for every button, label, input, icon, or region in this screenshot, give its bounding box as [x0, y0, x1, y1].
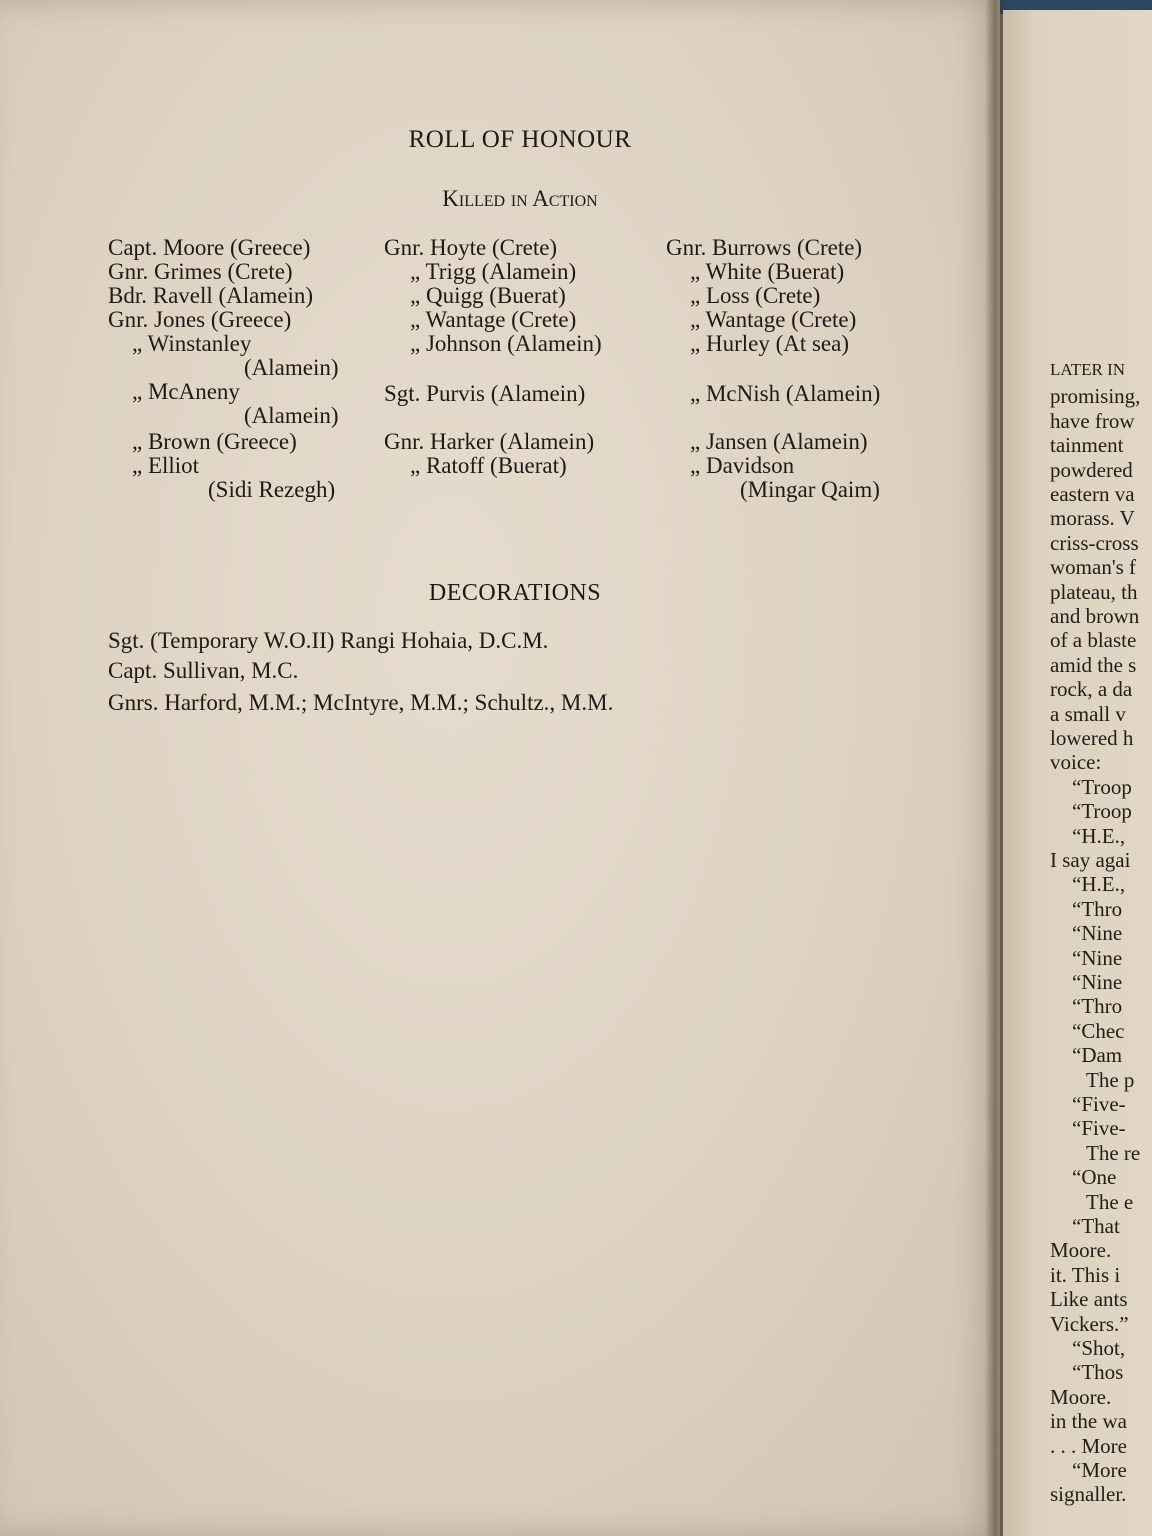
roll-entry: „ Hurley (At sea): [690, 331, 850, 356]
right-page-line: The p: [1086, 1067, 1135, 1092]
right-page-line: amid the s: [1050, 652, 1137, 677]
right-page-line: “Shot,: [1072, 1336, 1126, 1360]
right-page-line: “Thos: [1072, 1360, 1124, 1385]
right-page-line: Like ants: [1050, 1287, 1128, 1312]
right-page-line: “Dam: [1072, 1043, 1123, 1068]
roll-entry-continuation: (Mingar Qaim): [740, 477, 880, 502]
right-page-line: I say agai: [1050, 848, 1131, 872]
decoration-entry: Gnrs. Harford, M.M.; McIntyre, M.M.; Schultz., M.M.: [108, 690, 614, 715]
roll-entry: „ White (Buerat): [690, 259, 845, 284]
right-page-line: powdered: [1050, 457, 1133, 482]
right-page-line: “H.E.,: [1072, 872, 1126, 897]
decoration-entry: Sgt. (Temporary W.O.II) Rangi Hohaia, D.C.M.: [108, 628, 549, 653]
right-page-line: signaller.: [1050, 1482, 1127, 1507]
right-page-line: “Thro: [1072, 896, 1123, 921]
right-page-line: “H.E.,: [1072, 823, 1126, 848]
roll-entry-continuation: (Alamein): [244, 355, 339, 380]
right-page-line: lowered h: [1050, 726, 1134, 750]
roll-entry: Gnr. Harker (Alamein): [384, 429, 595, 454]
roll-entry: „ Ratoff (Buerat): [410, 453, 567, 478]
right-page-line: and brown: [1050, 604, 1140, 628]
roll-entry: „ McAneny: [132, 379, 240, 404]
roll-entry-continuation: (Alamein): [244, 403, 339, 428]
right-page-line: morass. V: [1050, 506, 1135, 531]
right-page-line: “Five-: [1072, 1092, 1126, 1116]
right-page-line: rock, a da: [1050, 677, 1133, 702]
roll-entry: Gnr. Grimes (Crete): [108, 259, 293, 284]
right-page-line: plateau, th: [1050, 579, 1138, 604]
section-subtitle-killed-in-action: Killed in Action: [442, 186, 598, 211]
roll-entry: Sgt. Purvis (Alamein): [384, 381, 586, 406]
roll-entry: „ Wantage (Crete): [410, 307, 577, 332]
roll-entry: „ Winstanley: [132, 331, 252, 356]
right-page-line: of a blaste: [1050, 628, 1137, 653]
right-page-line: eastern va: [1050, 482, 1135, 506]
right-page-line: LATER IN: [1050, 360, 1126, 379]
roll-entry: „ Trigg (Alamein): [410, 259, 577, 284]
book-gutter: [985, 0, 1005, 1536]
roll-entry: „ Wantage (Crete): [690, 307, 857, 332]
decoration-entry: Capt. Sullivan, M.C.: [108, 658, 299, 683]
right-page-line: “That: [1072, 1214, 1120, 1238]
right-page-line: “Nine: [1072, 970, 1123, 994]
right-page-line: “Chec: [1072, 1018, 1125, 1043]
right-page-line: “Thro: [1072, 994, 1123, 1019]
right-page-line: . . . More: [1050, 1433, 1127, 1458]
right-page-line: “Troop: [1072, 799, 1132, 824]
page-title: ROLL OF HONOUR: [408, 126, 632, 153]
roll-entry: „ Davidson: [690, 453, 795, 478]
roll-entry: Gnr. Hoyte (Crete): [384, 235, 558, 260]
right-page-line: Moore.: [1050, 1238, 1112, 1263]
roll-entry: „ Johnson (Alamein): [410, 331, 602, 356]
right-page-line: woman's f: [1050, 555, 1137, 580]
right-page-line: Vickers.”: [1050, 1311, 1129, 1336]
right-page-line: “Nine: [1072, 921, 1123, 946]
roll-entry: Bdr. Ravell (Alamein): [108, 283, 314, 308]
right-page-line: voice:: [1050, 750, 1102, 775]
decorations-heading: DECORATIONS: [428, 580, 602, 606]
roll-entry: „ Loss (Crete): [690, 283, 821, 308]
right-page-line: The e: [1086, 1189, 1134, 1214]
right-page-line: have frow: [1050, 408, 1135, 433]
roll-entry: „ McNish (Alamein): [690, 381, 881, 406]
right-page-line: a small v: [1050, 701, 1126, 726]
right-page-line: criss-cross: [1050, 530, 1139, 555]
right-page-line: it. This i: [1050, 1262, 1121, 1287]
roll-entry: „ Jansen (Alamein): [690, 429, 868, 454]
roll-entry-continuation: (Sidi Rezegh): [208, 477, 336, 502]
roll-entry: Capt. Moore (Greece): [108, 235, 311, 260]
roll-entry: „ Brown (Greece): [132, 429, 297, 454]
right-page-line: “Troop: [1072, 774, 1132, 799]
roll-entry: „ Elliot: [132, 453, 200, 478]
right-page-line: The re: [1086, 1140, 1141, 1165]
roll-entry: Gnr. Jones (Greece): [108, 307, 292, 332]
right-page-line: promising,: [1050, 384, 1141, 409]
right-page-line: “One: [1072, 1165, 1117, 1190]
right-page-line: “More: [1072, 1458, 1127, 1482]
right-page-line: “Nine: [1072, 945, 1123, 970]
right-page-line: in the wa: [1050, 1409, 1127, 1434]
right-page-line: Moore.: [1050, 1384, 1112, 1409]
right-page-line: tainment: [1050, 433, 1124, 458]
roll-entry: Gnr. Burrows (Crete): [666, 235, 863, 260]
right-page-line: “Five-: [1072, 1116, 1126, 1141]
roll-entry: „ Quigg (Buerat): [410, 283, 566, 308]
